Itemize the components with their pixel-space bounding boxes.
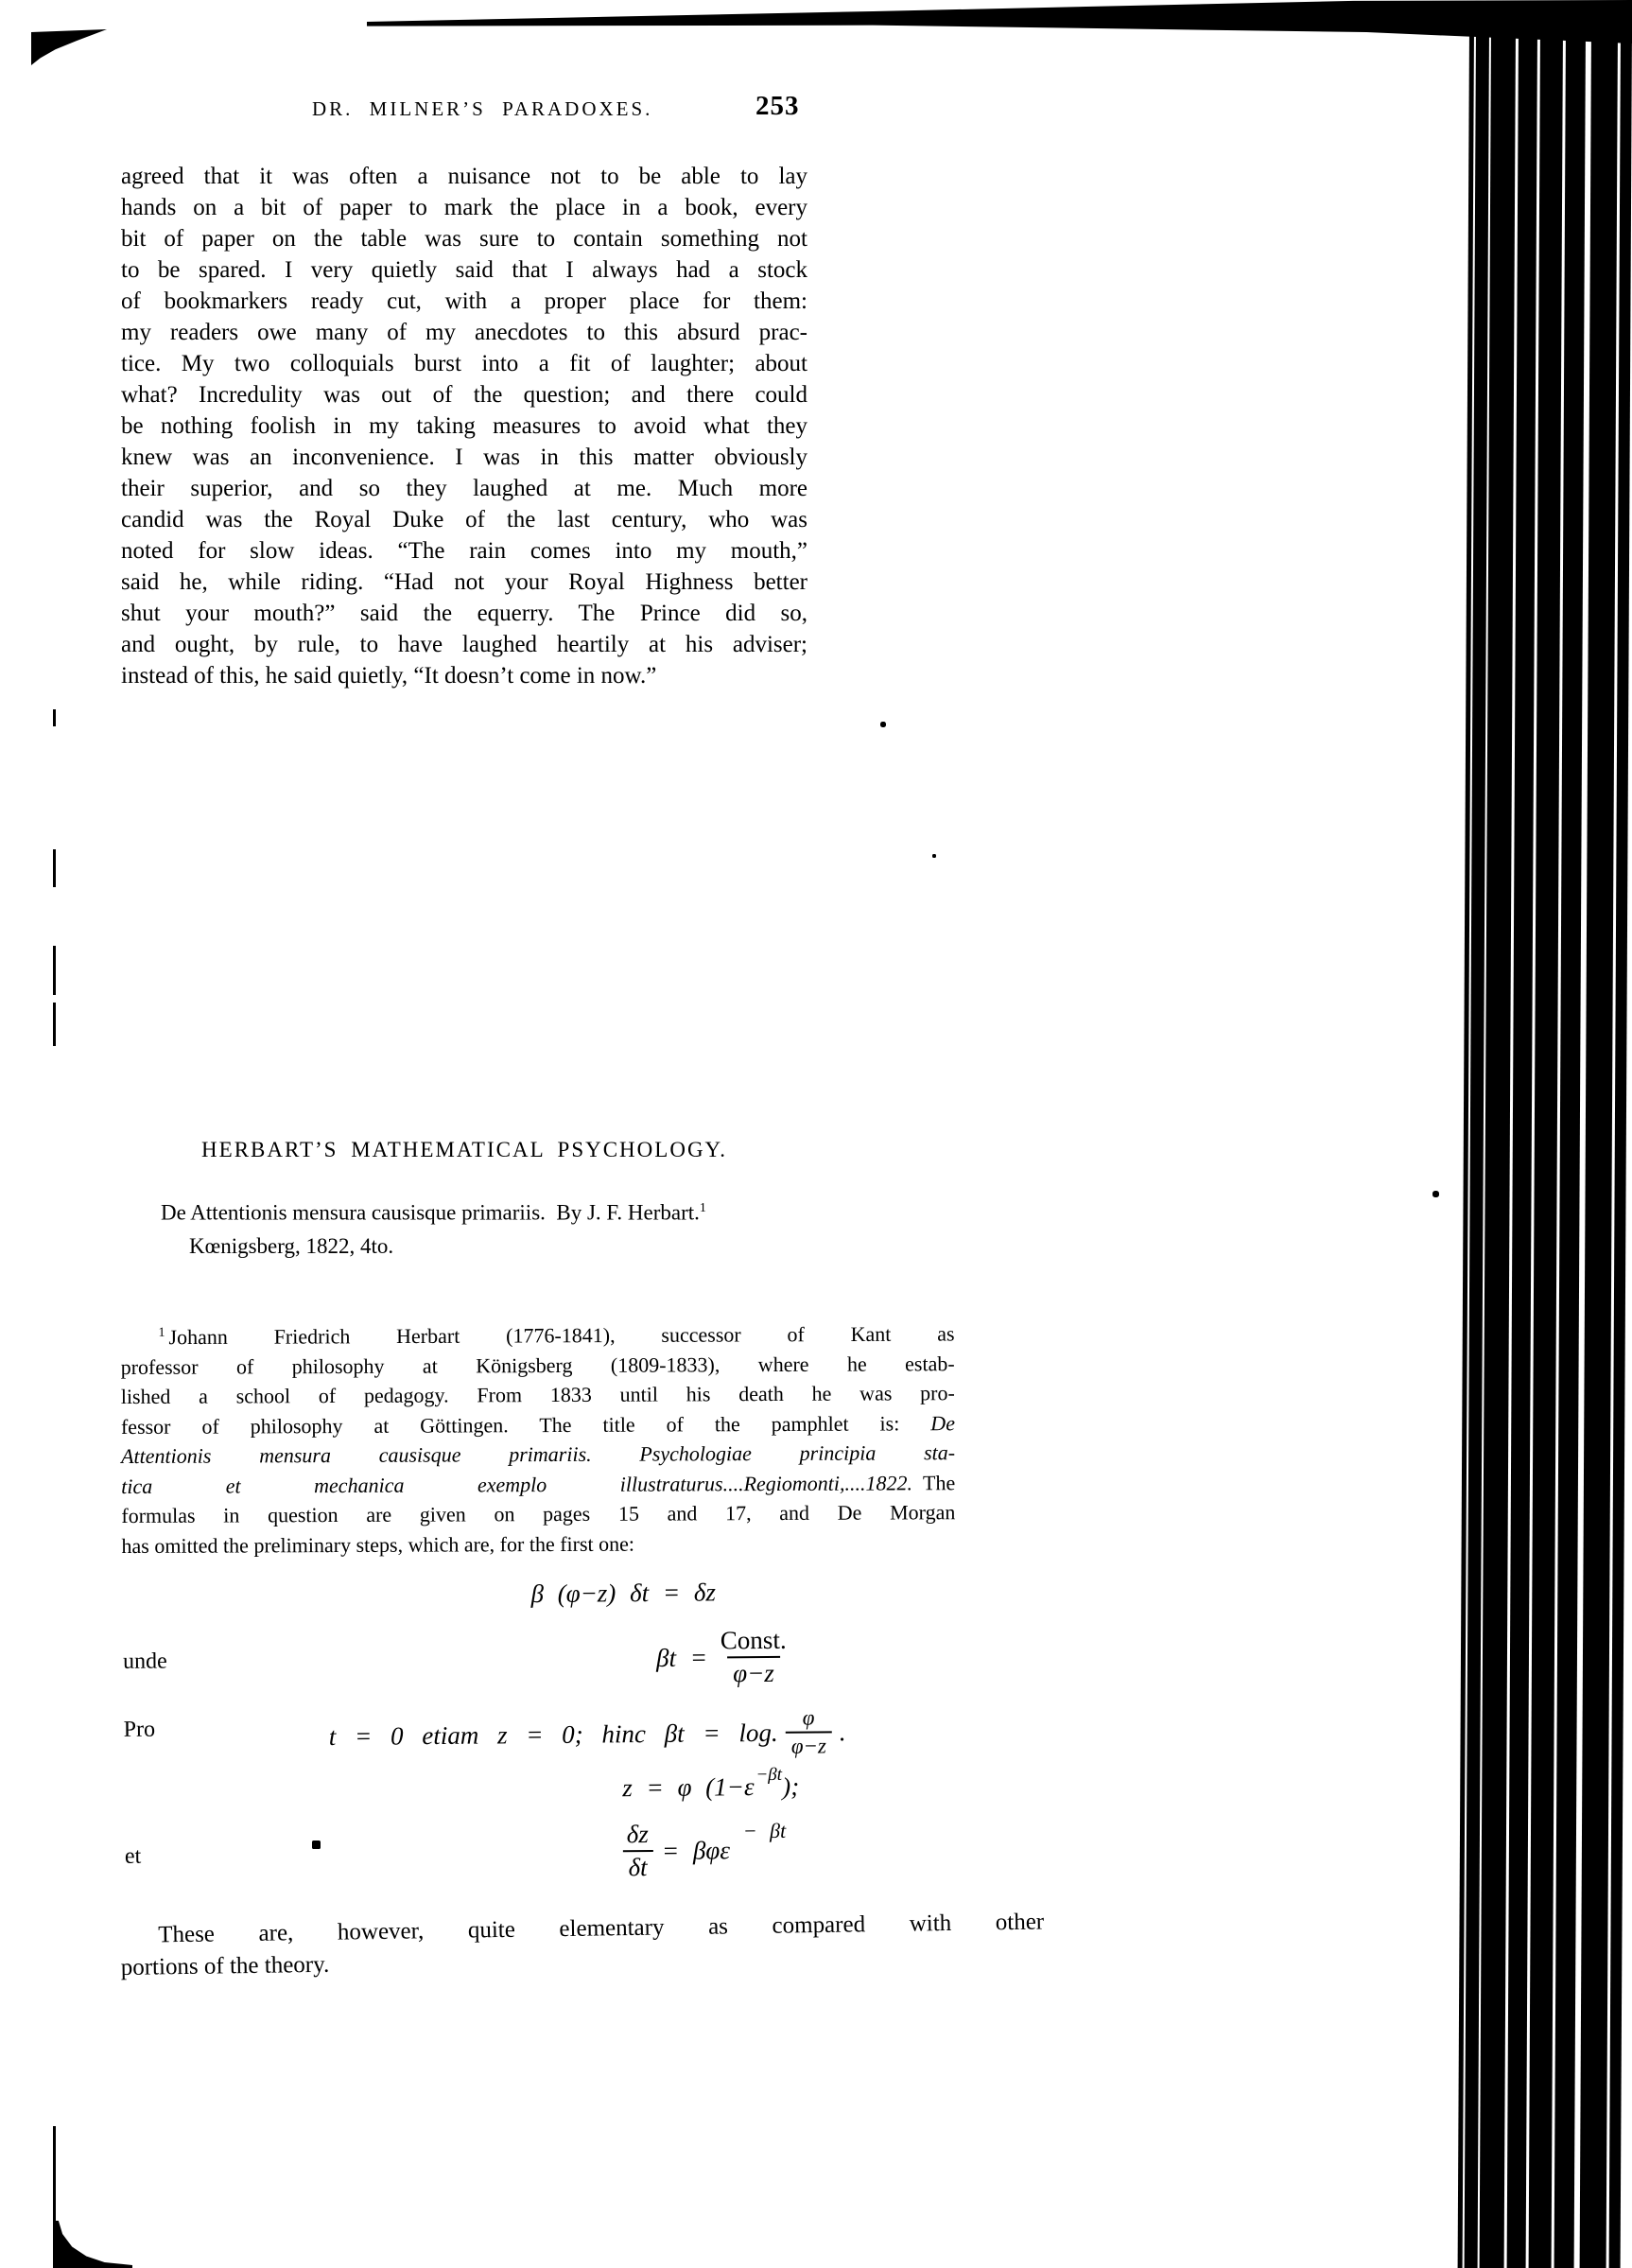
footnote-text: The: [911, 1470, 956, 1495]
fraction-denominator: φ−z: [786, 1731, 832, 1759]
text-line: what? Incredulity was out of the question; and there could: [121, 382, 807, 408]
page-number: 253: [755, 91, 800, 121]
formula-exponent: −βt: [755, 1764, 783, 1786]
text-line: knew was an inconvenience. I was in this matter obviously: [121, 445, 807, 470]
scan-artifact-top-left-wedge: [31, 29, 107, 65]
section-heading: HERBART’S MATHEMATICAL PSYCHOLOGY.: [201, 1138, 727, 1161]
footnote-line: professor of philosophy at Königsberg (1809-1833), where he estab-: [120, 1351, 955, 1379]
footnote-line: lished a school of pedagogy. From 1833 until his death he was pro-: [120, 1381, 955, 1409]
scan-artifact-bottom-left-line: [53, 2126, 56, 2224]
text-line: instead of this, he said quietly, “It doesn’t come in now.”: [121, 663, 657, 689]
formula-label-unde: unde: [122, 1649, 167, 1674]
footnote-marker: 1: [158, 1325, 165, 1340]
scan-artifact-margin-tick: [53, 946, 56, 995]
formula-label-pro: Pro: [123, 1717, 156, 1742]
text-line: candid was the Royal Duke of the last century, who was: [121, 507, 807, 532]
text-line: of bookmarkers ready cut, with a proper place for them:: [121, 288, 807, 314]
footnote-line: [121, 1408, 955, 1441]
formula-5: [613, 1806, 786, 1895]
formula-text: .: [839, 1717, 846, 1746]
text-line: to be spared. I very quietly said that I always had a stock: [121, 257, 807, 283]
scan-artifact-margin-tick: [53, 709, 56, 726]
text-line: said he, while riding. “Had not your Royal Highness better: [121, 569, 807, 595]
formula-1: [530, 1578, 716, 1609]
citation-block: [161, 1192, 842, 1263]
footnote-text: Johann Friedrich Herbart (1776-1841), successor of Kant as: [168, 1321, 955, 1350]
text-line: bit of paper on the table was sure to contain something not: [121, 226, 807, 252]
formula-label-et: et: [124, 1843, 142, 1869]
running-title: DR. MILNER’S PARADOXES.: [312, 97, 653, 120]
formula-text: β (φ−z) δt = δz: [530, 1578, 717, 1609]
scan-artifact-page-edge-bars: [1450, 26, 1632, 2268]
closing-paragraph: [120, 1907, 1045, 1984]
footnote-italic-title: De: [930, 1410, 955, 1436]
footnote-line: formulas in question are given on pages 15 and 17, and De Morgan: [121, 1500, 956, 1528]
text-line: and ought, by rule, to have laughed heartily at his adviser;: [121, 632, 807, 657]
fraction: [785, 1705, 832, 1758]
fraction-numerator: φ: [802, 1705, 815, 1730]
footnote-reference: 1: [699, 1201, 706, 1215]
formula-4: [622, 1763, 799, 1812]
formula-text: = βφε: [661, 1835, 731, 1865]
text-line: noted for slow ideas. “The rain comes into my mouth,”: [121, 538, 807, 564]
footnote-line: [120, 1315, 954, 1352]
formula-text: );: [781, 1771, 800, 1801]
formula-text: t = 0 etiam z = 0; hinc βt = log.: [328, 1718, 778, 1751]
fraction: [621, 1820, 655, 1881]
scan-artifact-speck: [932, 854, 936, 858]
fraction-denominator: δt: [622, 1850, 652, 1882]
footnote-line: has omitted the preliminary steps, which are, for the first one:: [121, 1531, 635, 1558]
scan-artifact-speck: [880, 722, 886, 727]
text-line: be nothing foolish in my taking measures to avoid what they: [121, 413, 807, 439]
text-line: These are, however, quite elementary as compared with other: [158, 1909, 1045, 1948]
text-line: my readers owe many of my anecdotes to this absurd prac-: [121, 320, 807, 345]
citation-text: De Attentionis mensura causisque primariis. By J. F. Herbart.: [161, 1200, 700, 1225]
formula-lhs: βt =: [655, 1643, 708, 1672]
text-line: agreed that it was often a nuisance not to be able to lay: [121, 164, 807, 189]
text-line: their superior, and so they laughed at me. Much more: [121, 476, 807, 501]
formula-text: z = φ (1−ε: [622, 1771, 755, 1802]
scan-artifact-speck: [1432, 1191, 1439, 1197]
fraction: [715, 1626, 792, 1688]
text-line: shut your mouth?” said the equerry. The Prince did so,: [121, 601, 807, 626]
fraction-numerator: Const.: [720, 1626, 787, 1655]
footnote-text: fessor of philosophy at Göttingen. The title of the pamphlet is:: [120, 1411, 931, 1439]
text-line: hands on a bit of paper to mark the place in a book, every: [121, 195, 807, 220]
fraction-denominator: φ−z: [727, 1655, 780, 1688]
scan-artifact-margin-tick: [53, 849, 56, 887]
main-paragraph: [121, 161, 807, 691]
footnote-italic-title: tica et mechanica exemplo illustraturus....Regiomonti,....1822.: [121, 1471, 913, 1498]
fraction-numerator: δz: [626, 1820, 649, 1849]
text-line: tice. My two colloquials burst into a fit of laughter; about: [121, 351, 807, 376]
scan-artifact-margin-tick: [53, 1003, 56, 1046]
citation-line: Kœnigsberg, 1822, 4to.: [189, 1233, 394, 1258]
formula-exponent: − βt: [742, 1818, 787, 1843]
text-line: portions of the theory.: [120, 1951, 330, 1981]
scan-artifact-top-edge-bar: [367, 0, 1632, 44]
formula-block: [0, 1561, 1137, 1949]
footnote-line: [121, 1468, 955, 1501]
citation-line: [161, 1192, 842, 1230]
formula-2: [656, 1615, 800, 1700]
scan-artifact-bottom-left-wedge: [53, 2221, 132, 2268]
footnote-block: [120, 1315, 955, 1561]
footnote-line: Attentionis mensura causisque primariis. Psychologiae principia sta-: [121, 1440, 956, 1469]
